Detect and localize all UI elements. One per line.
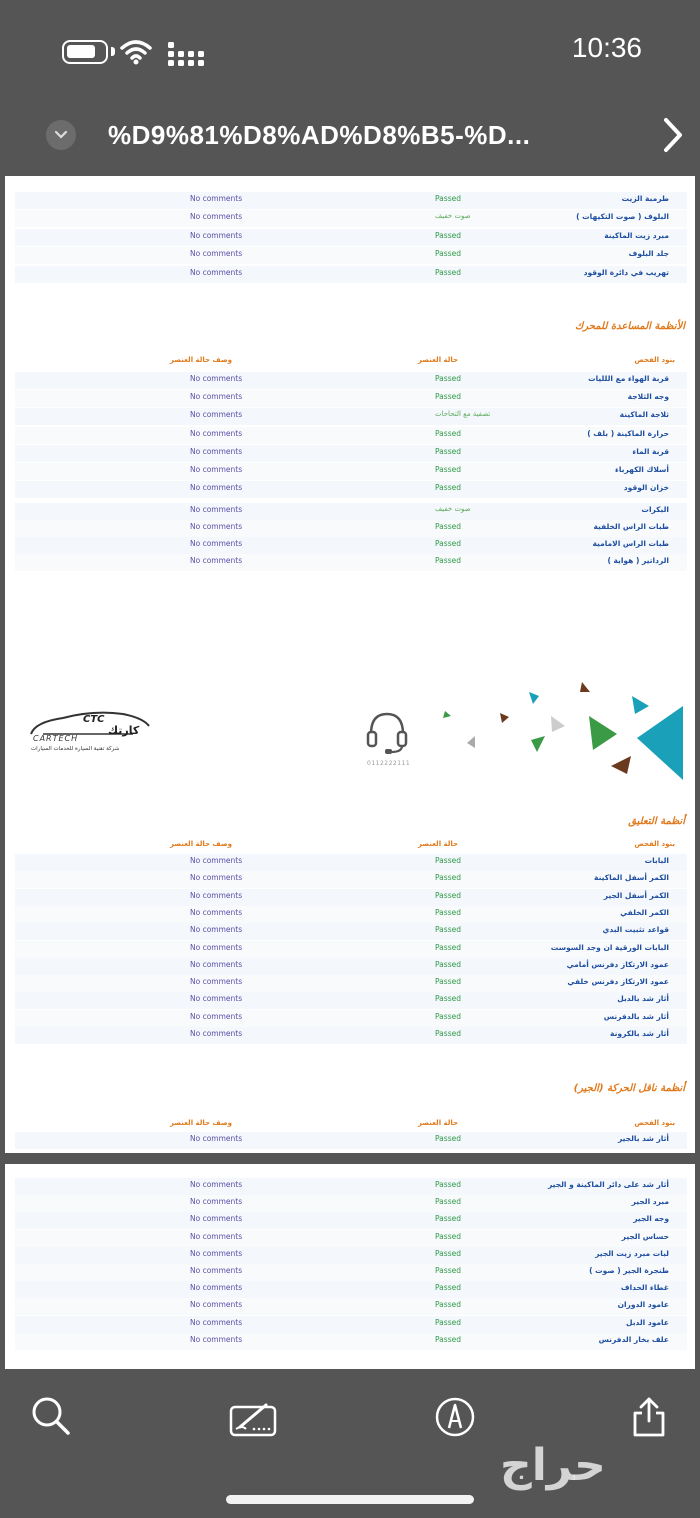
row-status: Passed [435, 873, 461, 883]
row-item: طرمبة الزيت [621, 194, 669, 203]
row-status: Passed [435, 522, 461, 531]
share-icon[interactable] [630, 1395, 668, 1439]
row-item: أثار شد بالدفرنس [603, 1011, 669, 1021]
row-status: صوت خفيف [435, 505, 471, 513]
row-status: Passed [435, 994, 461, 1004]
row-status: Passed [435, 267, 461, 277]
inspection-row [15, 923, 687, 940]
inspection-row [15, 1298, 687, 1315]
logo-arabic-text: كارتك [108, 724, 140, 737]
row-comment: No comments [190, 212, 243, 222]
inspection-row [15, 941, 687, 958]
row-comment: No comments [190, 1334, 243, 1344]
markup-icon[interactable] [228, 1395, 280, 1439]
header-item: بنود الفحص [634, 840, 675, 848]
cellular-dots-icon [168, 42, 204, 66]
inspection-row [15, 889, 687, 906]
row-item: غطاء الحداف [620, 1283, 669, 1293]
row-status: Passed [435, 1029, 461, 1038]
row-item: الرداتير ( هواية ) [607, 556, 669, 565]
document-page-1 [5, 176, 695, 1153]
header-status: حالة العنصر [418, 840, 459, 848]
row-item: وجه الثلاجة [627, 392, 669, 402]
clock: 10:36 [571, 32, 642, 63]
row-item: خزان الوقود [623, 483, 669, 493]
row-comment: No comments [190, 1029, 243, 1038]
home-indicator [226, 1495, 474, 1504]
logo-ctc-text: CTC [83, 714, 105, 725]
row-status: Passed [435, 856, 461, 865]
row-status: Passed [435, 977, 461, 987]
row-comment: No comments [190, 1248, 243, 1258]
header-description: وصف حالة العنصر [170, 1119, 232, 1127]
row-status: Passed [435, 556, 461, 565]
pen-icon[interactable] [434, 1395, 476, 1439]
row-comment: No comments [190, 907, 243, 917]
inspection-row [15, 958, 687, 975]
header-description: وصف حالة العنصر [170, 356, 232, 364]
row-item: حرارة الماكينة ( بلف ) [587, 428, 669, 438]
row-comment: No comments [190, 959, 243, 969]
row-comment: No comments [190, 1300, 243, 1310]
inspection-row [15, 1247, 687, 1264]
row-item: طبات الراس الخلفية [593, 522, 669, 531]
document-page-2 [5, 1164, 695, 1369]
row-item: أثار شد بالدبل [617, 994, 669, 1004]
header-item: بنود الفحص [634, 1119, 675, 1127]
row-item: علف بخار الدفرنس [598, 1334, 669, 1344]
inspection-row [15, 854, 687, 871]
section-title-aux: الأنظمة المساعدة للمحرك [575, 321, 685, 332]
row-comment: No comments [190, 1180, 243, 1189]
inspection-row [15, 1195, 687, 1212]
row-item: قربة الهواء مع اللليات [588, 374, 669, 383]
row-status: Passed [435, 1231, 461, 1241]
row-status: Passed [435, 446, 461, 456]
row-comment: No comments [190, 483, 243, 493]
row-comment: No comments [190, 374, 243, 383]
row-comment: No comments [190, 267, 243, 277]
row-comment: No comments [190, 428, 243, 438]
inspection-row [15, 1230, 687, 1247]
row-status: Passed [435, 1283, 461, 1293]
row-comment: No comments [190, 1266, 243, 1275]
row-item: عامود الدوران [617, 1300, 669, 1310]
row-item: مبرد الجير [631, 1197, 669, 1207]
row-item: الكمر أسفل الجير [603, 890, 669, 900]
row-status: Passed [435, 942, 461, 952]
row-comment: No comments [190, 410, 243, 420]
row-status: Passed [435, 539, 461, 548]
row-comment: No comments [190, 446, 243, 456]
row-item: قربة الماء [632, 446, 669, 456]
row-comment: No comments [190, 465, 243, 474]
inspection-row [15, 906, 687, 923]
row-status: Passed [435, 483, 461, 493]
row-item: البابات [644, 856, 669, 865]
row-item: عامود الدبل [626, 1317, 669, 1327]
row-comment: No comments [190, 1134, 243, 1143]
row-item: البلوف ( صوت التكيهات ) [576, 212, 669, 222]
row-status: Passed [435, 1134, 461, 1143]
row-status: Passed [435, 392, 461, 402]
row-comment: No comments [190, 505, 243, 514]
row-comment: No comments [190, 1197, 243, 1207]
row-item: لبات مبرد زيت الجير [595, 1248, 669, 1258]
row-status: Passed [435, 428, 461, 438]
row-comment: No comments [190, 249, 243, 259]
row-status: Passed [435, 230, 461, 240]
row-status: صوت خفيف [435, 212, 471, 221]
row-comment: No comments [190, 890, 243, 900]
row-item: طنجرة الجير ( صوت ) [589, 1266, 669, 1275]
row-status: Passed [435, 374, 461, 383]
row-status: Passed [435, 1214, 461, 1224]
row-item: طبات الراس الامامية [592, 539, 669, 548]
row-item: البكرات [641, 505, 669, 514]
row-comment: No comments [190, 977, 243, 987]
row-status: Passed [435, 1011, 461, 1021]
row-item: أثار شد على دائر الماكينة و الجير [547, 1180, 669, 1189]
row-comment: No comments [190, 942, 243, 952]
row-comment: No comments [190, 392, 243, 402]
inspection-row [15, 1281, 687, 1298]
row-item: الكمر الخلفي [620, 907, 669, 917]
row-item: حساس الجير [621, 1231, 669, 1241]
row-comment: No comments [190, 230, 243, 240]
row-item: قواعد تثبيت البدي [602, 925, 669, 935]
logo-subtitle: شركة تقنية السيارة للخدمات السيارات [31, 746, 120, 752]
header-status: حالة العنصر [418, 1119, 459, 1127]
row-item: ثلاجة الماكينة [619, 410, 669, 420]
row-status: Passed [435, 1197, 461, 1207]
row-comment: No comments [190, 1317, 243, 1327]
row-status: Passed [435, 1248, 461, 1258]
row-comment: No comments [190, 925, 243, 935]
row-status: Passed [435, 959, 461, 969]
header-description: وصف حالة العنصر [170, 840, 232, 848]
inspection-row [15, 1010, 687, 1027]
status-bar [0, 0, 700, 100]
row-status: Passed [435, 1334, 461, 1344]
inspection-row [15, 1027, 687, 1044]
inspection-row [15, 871, 687, 888]
inspection-row [15, 1212, 687, 1229]
row-status: Passed [435, 1300, 461, 1310]
row-item: أسلاك الكهرباء [615, 465, 669, 474]
row-comment: No comments [190, 1214, 243, 1224]
battery-icon [62, 40, 108, 64]
row-status: Passed [435, 465, 461, 474]
row-status: Passed [435, 1180, 461, 1189]
section-title-transmission: أنظمة ناقل الحركة (الجير) [573, 1083, 685, 1094]
phone-number: 0112222111 [367, 760, 411, 767]
row-comment: No comments [190, 994, 243, 1004]
inspection-row [15, 1316, 687, 1333]
watermark: حراج [500, 1440, 606, 1491]
row-item: وجه الجير [633, 1214, 669, 1224]
url-text[interactable]: %D9%81%D8%AD%D8%B5-%D... [108, 120, 531, 150]
inspection-row [15, 1132, 687, 1149]
row-status: Passed [435, 1317, 461, 1327]
inspection-row [15, 1264, 687, 1281]
row-comment: No comments [190, 873, 243, 883]
row-status: Passed [435, 249, 461, 259]
row-status: تصفية مع التحاحات [435, 410, 491, 419]
logo-cartech-text: CARTECH [33, 734, 79, 743]
wifi-icon [120, 38, 152, 66]
chevron-down-icon[interactable] [46, 120, 76, 150]
row-status: Passed [435, 1266, 461, 1275]
row-status: Passed [435, 925, 461, 935]
row-item: عمود الارتكاز دفرنس خلفي [567, 977, 669, 987]
inspection-row [15, 992, 687, 1009]
row-item: البابات الورقية ان وجد السوست [550, 942, 669, 952]
inspection-row [15, 975, 687, 992]
row-item: أثار شد بالكرونة [610, 1029, 669, 1038]
header-item: بنود الفحص [634, 356, 675, 364]
row-comment: No comments [190, 1011, 243, 1021]
inspection-row [15, 1333, 687, 1350]
row-comment: No comments [190, 1231, 243, 1241]
row-comment: No comments [190, 856, 243, 865]
inspection-row [15, 1178, 687, 1195]
row-item: جلد البلوف [628, 249, 669, 259]
row-comment: No comments [190, 194, 243, 203]
chevron-right-icon[interactable] [660, 116, 686, 154]
row-comment: No comments [190, 1283, 243, 1293]
section-title-suspension: أنظمة التعليق [628, 816, 685, 827]
row-status: Passed [435, 890, 461, 900]
row-comment: No comments [190, 556, 243, 565]
row-item: عمود الارتكاز دفرنس أمامي [566, 959, 669, 969]
row-status: Passed [435, 194, 461, 203]
row-status: Passed [435, 907, 461, 917]
row-item: الكمر أسفل الماكينة [594, 873, 669, 883]
row-item: أثار شد بالجير [617, 1134, 669, 1143]
row-comment: No comments [190, 522, 243, 531]
row-item: مبرد زيت الماكينة [604, 230, 669, 240]
row-item: تهريب في دائرة الوقود [583, 267, 669, 277]
row-comment: No comments [190, 539, 243, 548]
search-icon[interactable] [30, 1395, 72, 1439]
header-status: حالة العنصر [418, 356, 459, 364]
